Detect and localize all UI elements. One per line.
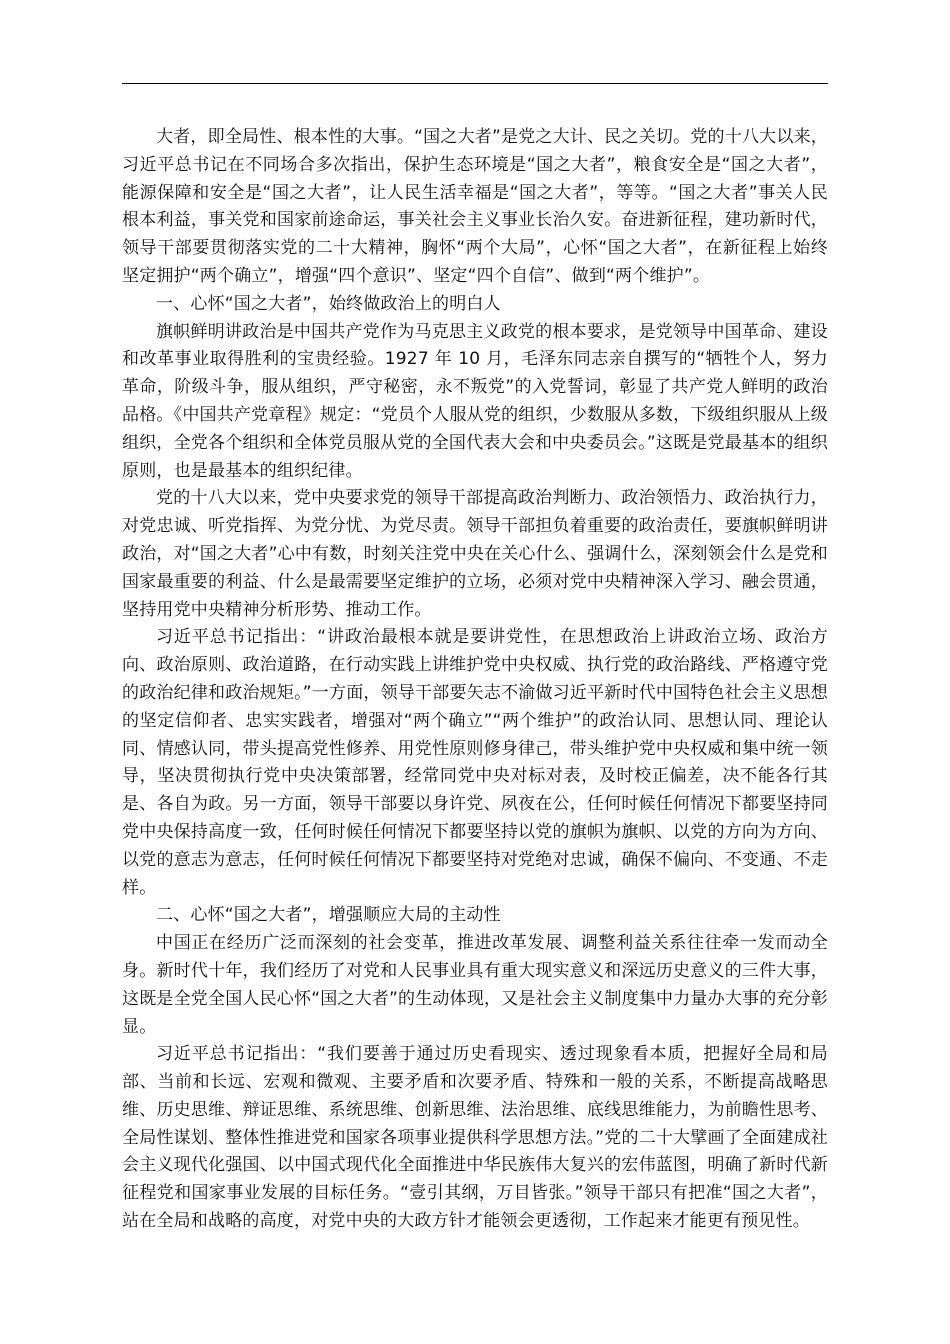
section-heading-1: 一、心怀“国之大者”，始终做政治上的明白人 bbox=[156, 293, 501, 314]
document-body bbox=[122, 124, 828, 1236]
paragraph: 党的十八大以来，党中央要求党的领导干部提高政治判断力、政治领悟力、政治执行力，对党忠诚、听党指挥、为党分忧、为党尽责。领导干部担负着重要的政治责任，要旗帜鲜明讲政治，对“国之大者”心中有数，时刻关注党中央在关心什么、强调什么，深刻领会什么是党和国家最重要的利益、什么是最需要坚定维护的立场，必须对党中央精神深入学习、融会贯通，坚持用党中央精神分析形势、推动工作。 bbox=[122, 488, 829, 620]
paragraph: 旗帜鲜明讲政治是中国共产党作为马克思主义政党的根本要求，是党领导中国革命、建设和改革事业取得胜利的宝贵经验。1927 年 10 月，毛泽东同志亲自撰写的“牺牲个人，努力革命，阶级斗争，服从组织，严守秘密，永不叛党”的入党誓词，彰显了共产党人鲜明的政治品格。《中国共产党章程》规定：“党员个人服从党的组织，少数服从多数，下级组织服从上级组织，全党各个组织和全体党员服从党的全国代表大会和中央委员会。”这既是党最基本的组织原则，也是最基本的组织纪律。 bbox=[122, 321, 828, 481]
section-heading-2: 二、心怀“国之大者”，增强顺应大局的主动性 bbox=[156, 905, 501, 926]
paragraph: 中国正在经历广泛而深刻的社会变革，推进改革发展、调整利益关系往往牵一发而动全身。新时代十年，我们经历了对党和人民事业具有重大现实意义和深远历史意义的三件大事，这既是全党全国人民心怀“国之大者”的生动体现，又是社会主义制度集中力量办大事的充分彰显。 bbox=[122, 933, 829, 1037]
paragraph: 习近平总书记指出：“讲政治最根本就是要讲党性，在思想政治上讲政治立场、政治方向、政治原则、政治道路，在行动实践上讲维护党中央权威、执行党的政治路线、严格遵守党的政治纪律和政治规矩。”一方面，领导干部要矢志不渝做习近平新时代中国特色社会主义思想的坚定信仰者、忠实实践者，增强对“两个确立”“两个维护”的政治认同、思想认同、理论认同、情感认同，带头提高党性修养、用党性原则修身律己，带头维护党中央权威和集中统一领导，坚决贯彻执行党中央决策部署，经常同党中央对标对表，及时校正偏差，决不能各行其是、各自为政。另一方面，领导干部要以身许党、夙夜在公，任何时候任何情况下都要坚持同党中央保持高度一致，任何时候任何情况下都要坚持以党的旗帜为旗帜、以党的方向为方向、以党的意志为意志，任何时候任何情况下都要坚持对党绝对忠诚，确保不偏向、不变通、不走样。 bbox=[122, 627, 828, 898]
header-rule bbox=[122, 83, 828, 84]
paragraph: 习近平总书记指出：“我们要善于通过历史看现实、透过现象看本质，把握好全局和局部、当前和长远、宏观和微观、主要矛盾和次要矛盾、特殊和一般的关系，不断提高战略思维、历史思维、辩证思维、系统思维、创新思维、法治思维、底线思维能力，为前瞻性思考、全局性谋划、整体性推进党和国家各项事业提供科学思想方法。”党的二十大擘画了全面建成社会主义现代化强国、以中国式现代化全面推进中华民族伟大复兴的宏伟蓝图，明确了新时代新征程党和国家事业发展的目标任务。“壹引其纲，万目皆张。”领导干部只有把准“国之大者”，站在全局和战略的高度，对党中央的大政方针才能领会更透彻，工作起来才能更有预见性。 bbox=[122, 1044, 828, 1232]
paragraph: 大者，即全局性、根本性的大事。“国之大者”是党之大计、民之关切。党的十八大以来，习近平总书记在不同场合多次指出，保护生态环境是“国之大者”，粮食安全是“国之大者”，能源保障和安全是“国之大者”，让人民生活幸福是“国之大者”，等等。“国之大者”事关人民根本利益，事关党和国家前途命运，事关社会主义事业长治久安。奋进新征程，建功新时代，领导干部要贯彻落实党的二十大精神，胸怀“两个大局”，心怀“国之大者”，在新征程上始终坚定拥护“两个确立”，增强“四个意识”、坚定“四个自信”、做到“两个维护”。 bbox=[122, 127, 828, 286]
